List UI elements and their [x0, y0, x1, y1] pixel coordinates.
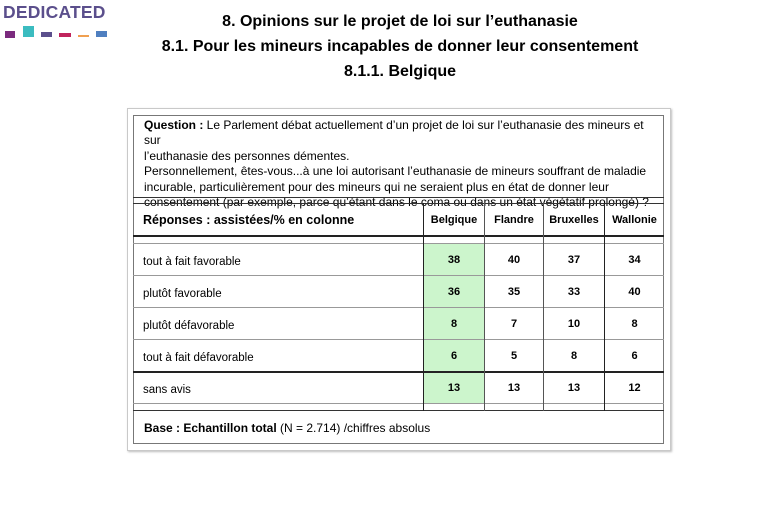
cell-flandre: 7: [510, 317, 518, 330]
column-header-bruxelles: Bruxelles: [549, 213, 599, 226]
cell-belgique: 6: [450, 349, 458, 362]
logo-square-1: [5, 31, 15, 38]
cell-belgique: 13: [447, 382, 461, 394]
cell-wallonie: 8: [631, 317, 638, 330]
cell-wallonie: 34: [628, 253, 641, 266]
cell-flandre: 40: [507, 253, 521, 266]
cell-bruxelles: 10: [567, 317, 581, 330]
logo-dedicated: DEDICATED: [3, 2, 106, 22]
base-label: Base : Echantillon total: [144, 420, 277, 435]
title-subsubsection: 8.1.1. Belgique: [343, 63, 457, 80]
logo-square-3: [41, 32, 52, 37]
title-section: 8. Opinions sur le projet de loi sur l’euthanasie: [222, 13, 578, 30]
divider: [133, 235, 664, 237]
column-header-belgique: Belgique: [430, 213, 478, 226]
column-header-wallonie: Wallonie: [612, 213, 657, 226]
question-line-2: l’euthanasie des personnes démentes.: [144, 148, 350, 163]
cell-belgique: 38: [447, 253, 461, 266]
cell-wallonie: 6: [631, 349, 638, 362]
row-label: sans avis: [143, 384, 191, 396]
row-label: tout à fait défavorable: [143, 351, 254, 364]
divider: [133, 197, 664, 198]
cell-flandre: 13: [507, 382, 521, 394]
title-subsection: 8.1. Pour les mineurs incapables de donner leur consentement: [161, 38, 639, 55]
row-label: plutôt favorable: [143, 287, 222, 300]
cell-flandre: 35: [507, 285, 521, 298]
logo-square-6: [96, 31, 107, 37]
base-note: [144, 411, 430, 444]
row-label: tout à fait favorable: [143, 255, 241, 268]
cell-wallonie: 40: [628, 285, 641, 298]
logo-square-4: [59, 33, 71, 37]
question-line-1: Le Parlement débat actuellement d’un projet de loi sur l’euthanasie des mineurs et sur: [144, 118, 644, 148]
base-detail: (N = 2.714) /chiffres absolus: [276, 420, 431, 435]
cell-bruxelles: 33: [567, 285, 581, 298]
cell-bruxelles: 13: [567, 382, 581, 394]
column-header-flandre: Flandre: [494, 213, 534, 226]
cell-belgique: 8: [450, 317, 458, 330]
question-line-4: incurable, particulièrement pour des mineurs qui ne seraient plus en état de donner leur: [144, 179, 609, 194]
cell-bruxelles: 8: [570, 349, 578, 362]
row-label: plutôt défavorable: [143, 319, 235, 332]
cell-belgique: 36: [447, 285, 461, 298]
question-label: Question :: [144, 118, 204, 132]
cell-bruxelles: 37: [567, 253, 581, 266]
logo-square-2: [23, 26, 34, 37]
cell-flandre: 5: [510, 349, 518, 362]
logo-square-5: [78, 35, 89, 37]
header-label: Réponses : assistées/% en colonne: [143, 212, 355, 227]
page-titles: [130, 9, 670, 84]
cell-wallonie: 12: [628, 382, 641, 394]
question-line-3: Personnellement, êtes-vous...à une loi autorisant l’euthanasie de mineurs souffrant de maladie: [144, 164, 647, 179]
